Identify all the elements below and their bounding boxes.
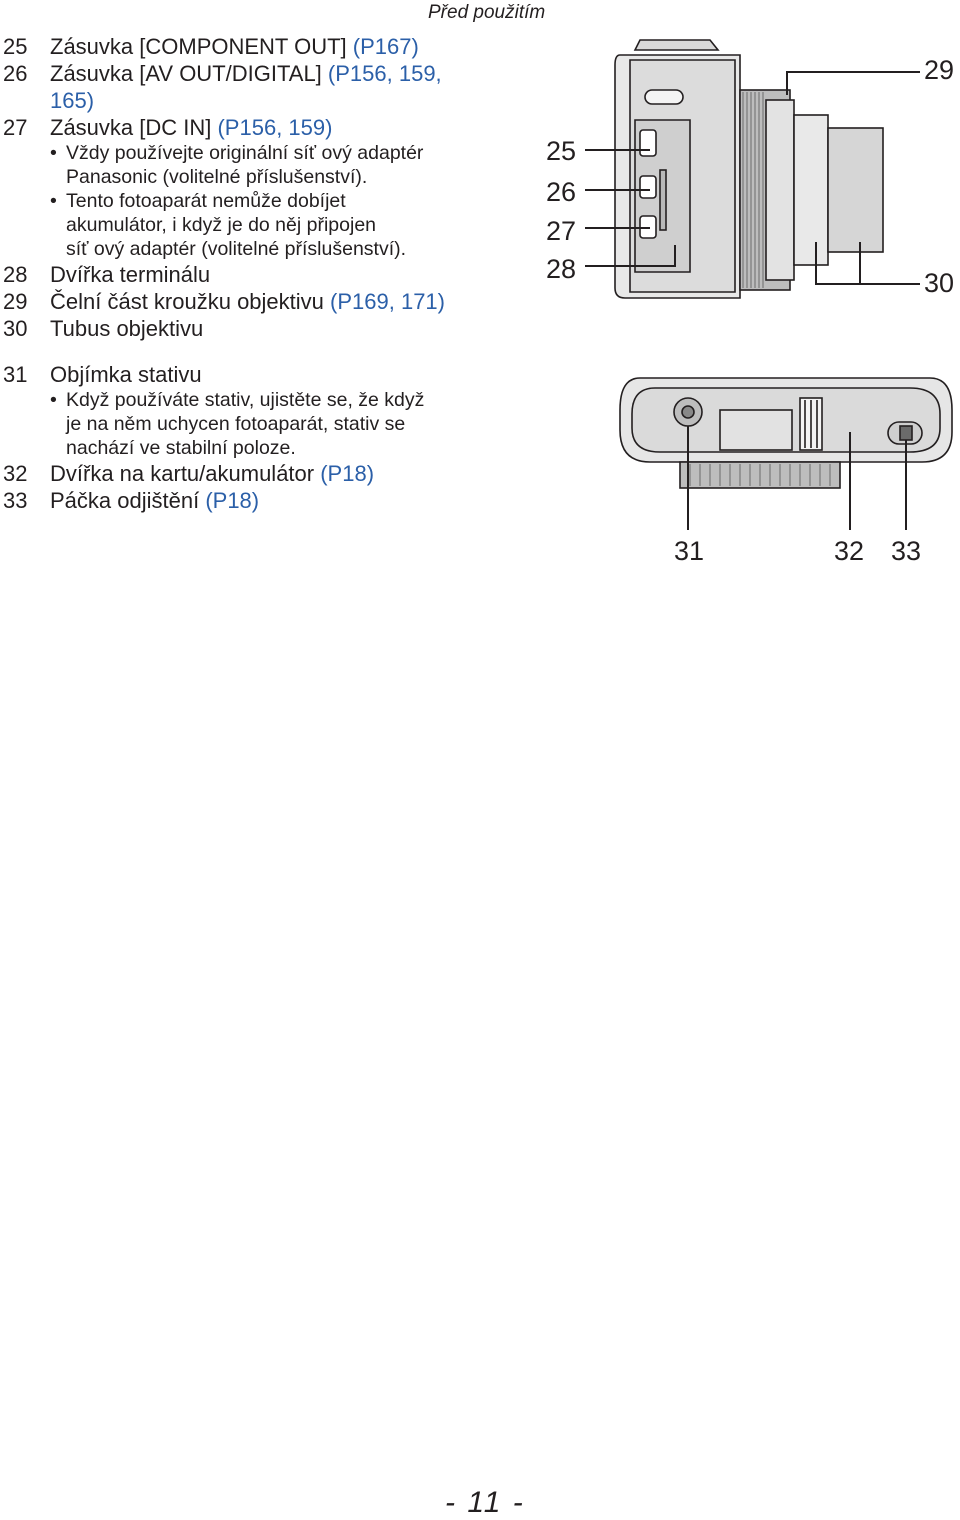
list-item-32 — [0, 460, 560, 487]
bullet-dot: • — [50, 142, 57, 164]
item-number: 28 — [3, 262, 28, 287]
item-number: 25 — [3, 34, 28, 59]
callout-label-25: 25 — [546, 136, 577, 166]
list-item-31 — [0, 361, 560, 388]
list-item-33 — [0, 487, 560, 514]
item-text: Zásuvka [AV OUT/DIGITAL] — [50, 61, 328, 86]
list-item-27 — [0, 114, 560, 141]
page-number: - 11 - — [445, 1486, 525, 1519]
note-line: Panasonic (volitelné příslušenství). — [66, 166, 368, 188]
note-line: akumulátor, i když je do něj připojen — [66, 214, 377, 236]
note-27-a — [0, 141, 560, 189]
item-text: Dvířka terminálu — [50, 262, 211, 287]
page-ref-link[interactable]: (P156, 159, — [327, 61, 442, 86]
list-item-28 — [0, 261, 560, 288]
list-item-26-cont — [0, 87, 560, 114]
note-line: nachází ve stabilní poloze. — [66, 437, 296, 459]
note-line: je na něm uchycen fotoaparát, stativ se — [66, 413, 406, 435]
note-line: síť ový adaptér (volitelné příslušenství). — [66, 238, 407, 260]
item-text: Zásuvka [DC IN] — [50, 115, 218, 140]
callout-label-30: 30 — [924, 268, 955, 298]
note-line: Když používáte stativ, ujistěte se, že když — [66, 389, 425, 411]
page-ref-link[interactable]: (P169, 171) — [330, 289, 445, 314]
item-text: Dvířka na kartu/akumulátor — [50, 461, 321, 486]
page-ref-link[interactable]: (P18) — [205, 488, 260, 513]
camera-bottom-view-diagram — [600, 370, 960, 540]
camera-side-view-diagram — [540, 30, 960, 330]
item-text: Čelní část kroužku objektivu — [50, 289, 331, 314]
note-31 — [0, 388, 560, 460]
item-number: 29 — [3, 289, 28, 314]
callout-label-29: 29 — [924, 55, 955, 85]
callout-label-28: 28 — [546, 254, 577, 284]
callout-label-27: 27 — [546, 216, 577, 246]
item-text: Objímka stativu — [50, 362, 202, 387]
item-text: Tubus objektivu — [50, 316, 204, 341]
page-ref-link[interactable]: (P156, 159) — [217, 115, 333, 140]
note-line: Vždy používejte originální síť ový adaptér — [66, 142, 424, 164]
list-item-26 — [0, 60, 560, 87]
item-number: 33 — [3, 488, 28, 513]
item-number: 31 — [3, 362, 28, 387]
list-item-30 — [0, 315, 560, 342]
item-number: 32 — [3, 461, 28, 486]
callout-label-33: 33 — [891, 536, 922, 566]
component-list-bottom — [0, 361, 560, 514]
item-number: 27 — [3, 115, 28, 140]
item-number: 26 — [3, 61, 28, 86]
page-ref-link[interactable]: 165) — [50, 88, 95, 113]
callout-label-32: 32 — [834, 536, 865, 566]
note-line: Tento fotoaparát nemůže dobíjet — [66, 190, 346, 212]
callout-label-31: 31 — [674, 536, 705, 566]
item-text: Zásuvka [COMPONENT OUT] — [50, 34, 353, 59]
callout-label-26: 26 — [546, 177, 577, 207]
page-ref-link[interactable]: (P167) — [352, 34, 419, 59]
item-number: 30 — [3, 316, 28, 341]
bullet-dot: • — [50, 389, 57, 411]
list-item-25 — [0, 33, 560, 60]
section-header: Před použitím — [428, 2, 546, 23]
list-item-29 — [0, 288, 560, 315]
item-text: Páčka odjištění — [50, 488, 206, 513]
note-27-b — [0, 189, 560, 261]
component-list-top — [0, 33, 560, 342]
bullet-dot: • — [50, 190, 57, 212]
page-ref-link[interactable]: (P18) — [320, 461, 375, 486]
